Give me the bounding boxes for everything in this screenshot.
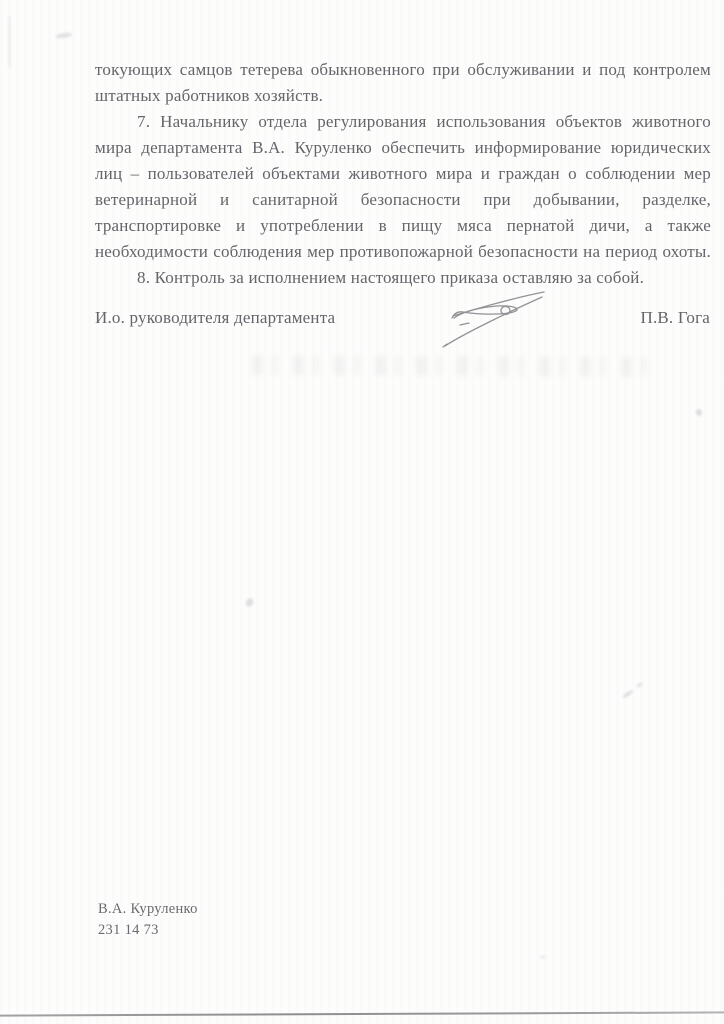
- document-line: токующих самцов тетерева обыкновенного при обслуживании и под контролем: [95, 60, 711, 79]
- ink-bleedthrough-smudge: [252, 355, 648, 377]
- scan-speck: [244, 597, 255, 608]
- scan-speck: [540, 955, 546, 959]
- document-line: 8. Контроль за исполнением настоящего приказа оставляю за собой.: [137, 268, 645, 287]
- executor-name: В.А. Куруленко: [98, 901, 198, 917]
- document-line: мира департамента В.А. Куруленко обеспечить информирование юридических: [95, 138, 711, 157]
- document-line: транспортировке и употреблении в пищу мяса пернатой дичи, а также: [95, 216, 711, 235]
- scan-speck: [622, 689, 634, 699]
- paper-bottom-edge: [0, 1011, 724, 1016]
- scan-speck: [56, 32, 73, 39]
- executor-contact-block: [98, 899, 198, 941]
- document-line: ветеринарной и санитарной безопасности при добывании, разделке,: [95, 190, 711, 209]
- signer-name: П.В. Гога: [640, 308, 710, 327]
- document-line: 7. Начальнику отдела регулирования использования объектов животного: [137, 112, 711, 131]
- signer-position-title: И.о. руководителя департамента: [95, 308, 336, 327]
- executor-phone: 231 14 73: [98, 922, 159, 938]
- scan-speck: [695, 408, 703, 417]
- document-line: лиц – пользователей объектами животного мира и граждан о соблюдении мер: [95, 164, 711, 183]
- document-line: штатных работников хозяйств.: [95, 86, 324, 105]
- document-line: необходимости соблюдения мер противопожарной безопасности на период охоты.: [95, 242, 711, 261]
- scan-speck: [635, 682, 643, 689]
- document-body-text: [95, 57, 711, 291]
- scan-streak: [8, 16, 11, 68]
